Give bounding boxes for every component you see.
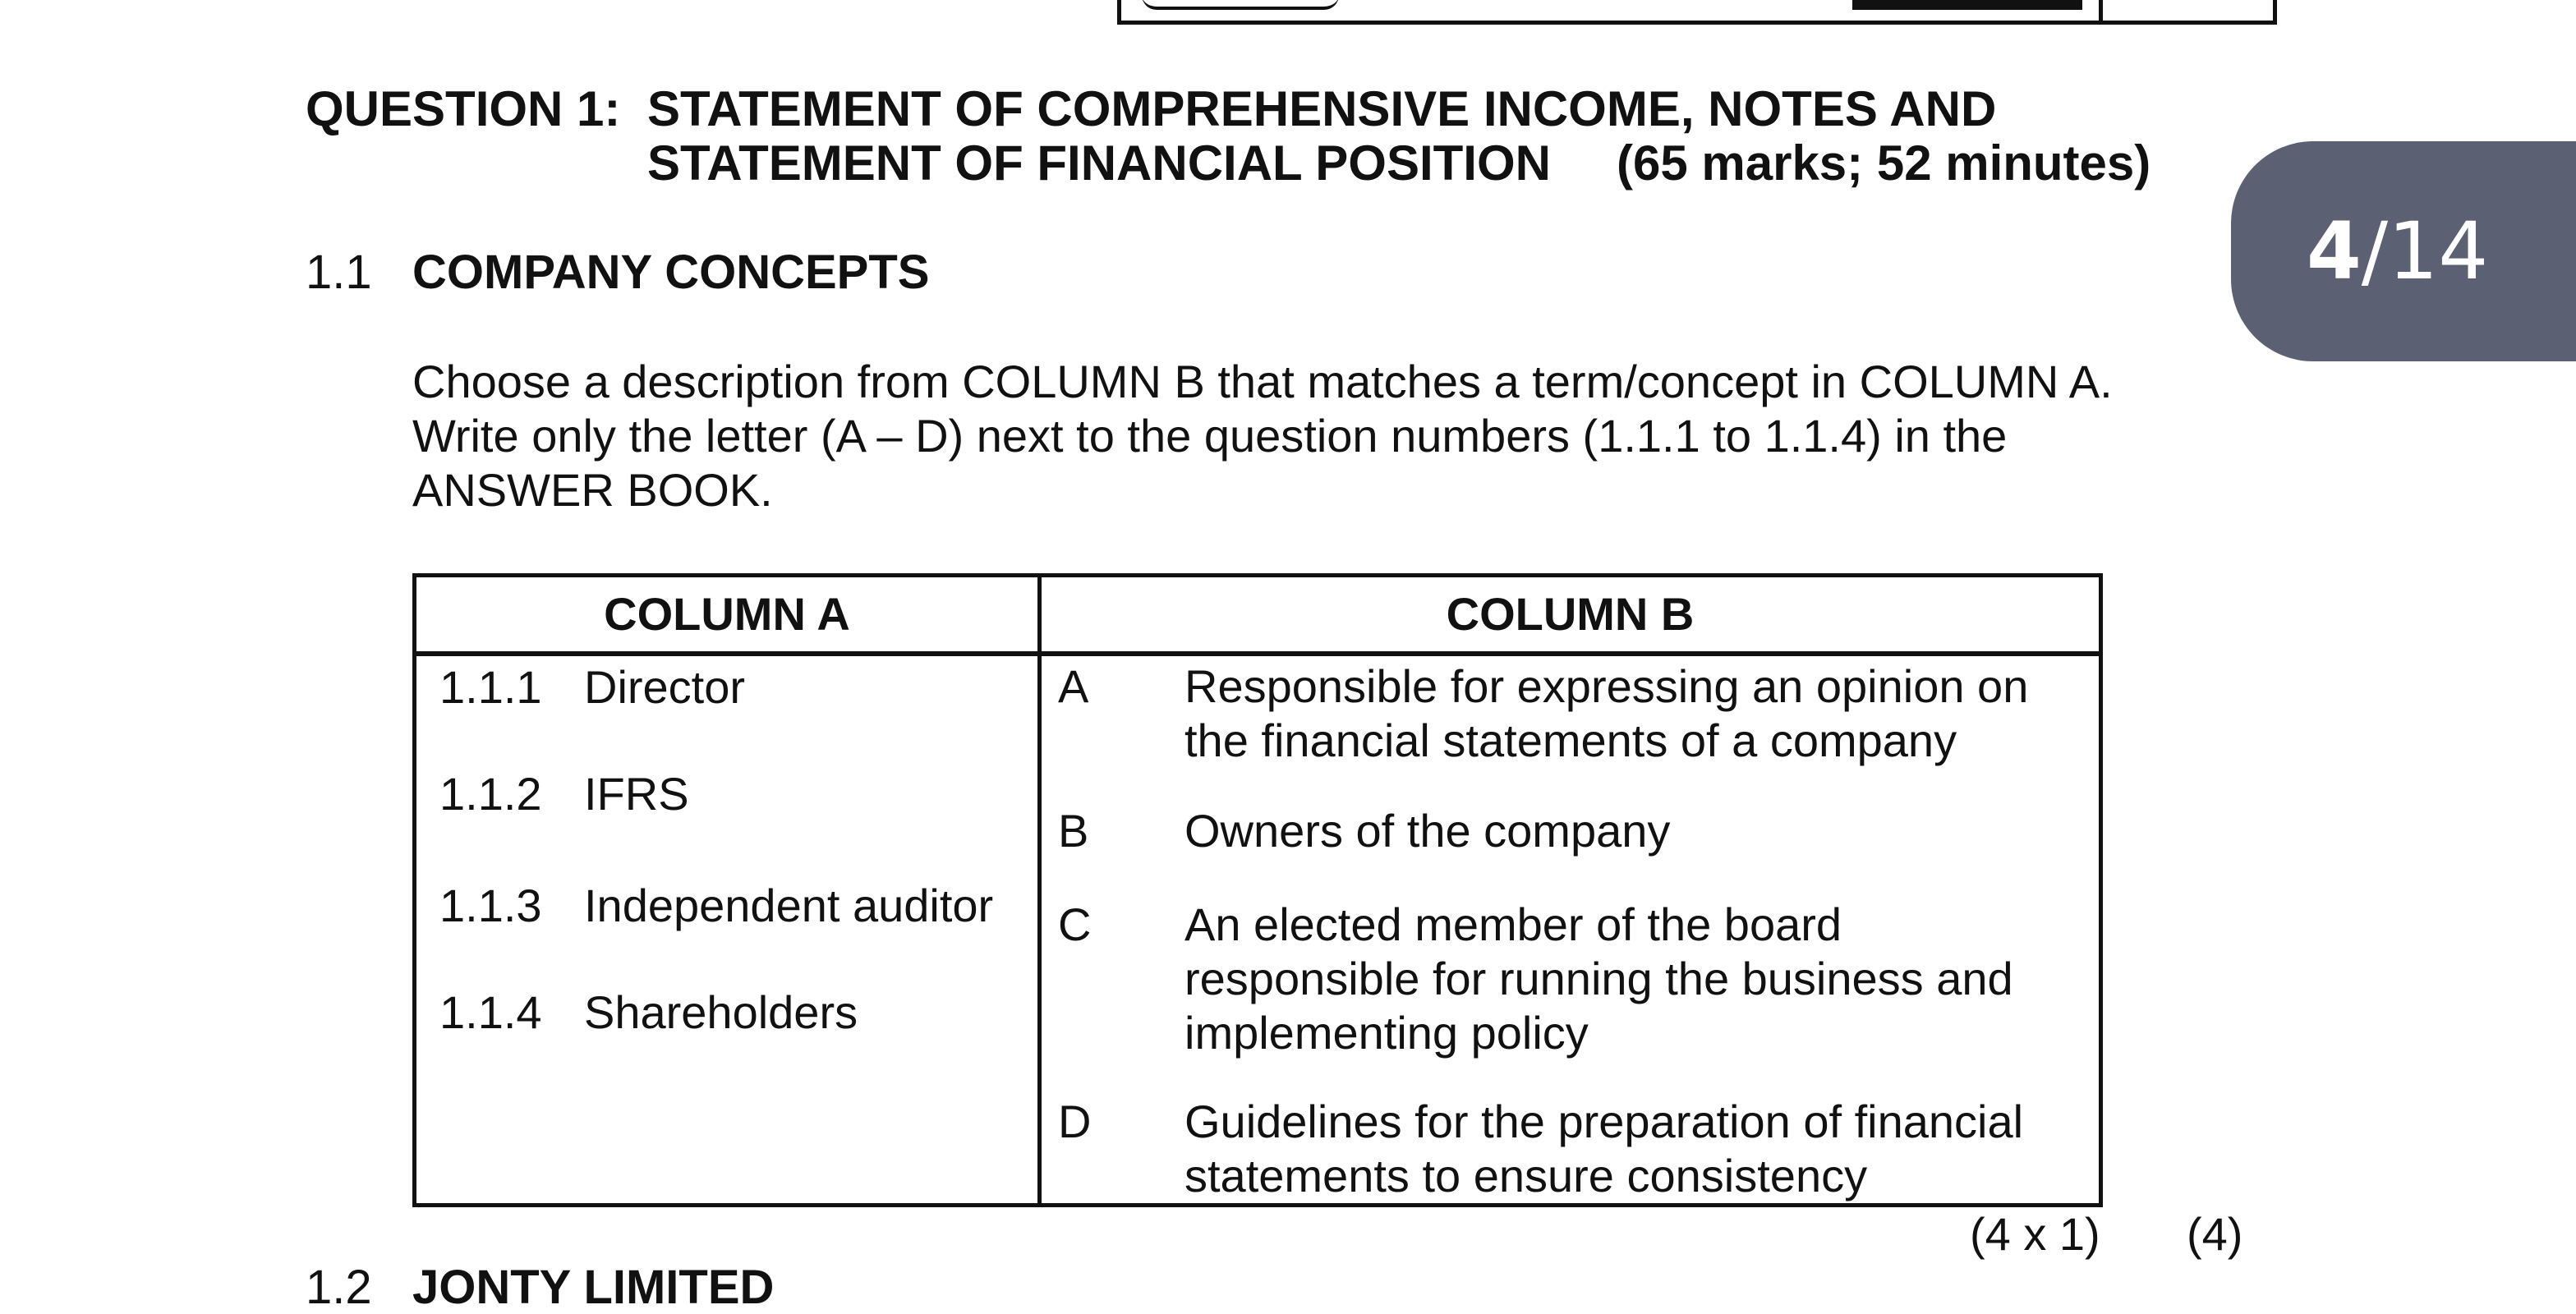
column-b-item	[1058, 804, 2066, 858]
description-line: statements to ensure consistency	[1184, 1150, 1868, 1201]
question-title-line-2-text: STATEMENT OF FINANCIAL POSITION	[647, 136, 1551, 191]
column-a-item-number: 1.1.2	[439, 768, 542, 820]
instruction-line-2: Write only the letter (A – D) next to the question numbers (1.1.1 to 1.1.4) in the	[412, 410, 2008, 462]
column-a-header: COLUMN A	[604, 588, 850, 640]
description-line: An elected member of the board	[1184, 898, 1842, 950]
column-b-item-letter: A	[1058, 660, 1089, 712]
page-indicator-badge[interactable]	[2231, 141, 2576, 361]
column-b-item-description	[1184, 1095, 2066, 1203]
description-line: Responsible for expressing an opinion on	[1184, 660, 2029, 712]
column-b-item	[1058, 898, 2066, 1060]
column-divider	[1037, 577, 1042, 1203]
section-1-1-instructions	[412, 355, 2203, 517]
column-b-header: COLUMN B	[1446, 588, 1695, 640]
column-a-item	[439, 986, 858, 1039]
section-1-2-number: 1.2	[306, 1261, 372, 1314]
matching-table	[412, 573, 2103, 1207]
column-b-item	[1058, 1095, 2066, 1203]
description-line: the financial statements of a company	[1184, 714, 1957, 766]
section-1-1-number: 1.1	[306, 246, 372, 299]
column-a-item-term: Independent auditor	[584, 880, 994, 931]
question-title-line-2	[647, 136, 2150, 191]
description-line: responsible for running the business and	[1184, 953, 2013, 1004]
question-marks: (65 marks; 52 minutes)	[1616, 136, 2151, 191]
column-b-item-letter: D	[1058, 1096, 1092, 1147]
column-a-item-term: IFRS	[584, 768, 689, 820]
table-header-row	[416, 577, 2099, 656]
column-b-item-letter: B	[1058, 805, 1089, 857]
description-line: Guidelines for the preparation of financial	[1184, 1096, 2024, 1147]
column-a-item-term: Shareholders	[584, 986, 858, 1038]
question-title-line-1: STATEMENT OF COMPREHENSIVE INCOME, NOTES AND	[647, 81, 1997, 136]
column-a-item-number: 1.1.3	[439, 880, 542, 931]
instruction-line-1: Choose a description from COLUMN B that matches a term/concept in COLUMN A.	[412, 356, 2113, 407]
column-a-item	[439, 661, 745, 714]
black-filled-cell	[1852, 0, 2082, 10]
instruction-line-3: ANSWER BOOK.	[412, 464, 773, 516]
column-a-item-number: 1.1.1	[439, 661, 542, 713]
previous-table-fragment	[1117, 0, 2277, 25]
description-line: Owners of the company	[1184, 805, 1671, 857]
column-a-item	[439, 880, 993, 932]
table-cell-divider	[2099, 0, 2103, 21]
section-1-2-title: JONTY LIMITED	[412, 1261, 775, 1314]
column-a-item	[439, 768, 689, 820]
column-b-item-description	[1184, 898, 2066, 1060]
marks-total: (4)	[2187, 1208, 2243, 1260]
description-line: implementing policy	[1184, 1007, 1589, 1059]
question-label: QUESTION 1:	[306, 81, 621, 136]
total-pages: /14	[2361, 205, 2489, 297]
column-a-item-number: 1.1.4	[439, 986, 542, 1038]
current-page-number: 4	[2307, 205, 2362, 297]
column-b-item-description	[1184, 804, 2066, 858]
column-a-item-term: Director	[584, 661, 746, 713]
column-b-item-description	[1184, 659, 2066, 768]
marks-calculation: (4 x 1)	[1970, 1208, 2100, 1260]
column-b-item	[1058, 659, 2066, 768]
column-b-item-letter: C	[1058, 898, 1092, 950]
section-1-1-title: COMPANY CONCEPTS	[412, 246, 930, 299]
question-title	[647, 82, 2150, 191]
cropped-text-fragment	[1142, 0, 1339, 10]
